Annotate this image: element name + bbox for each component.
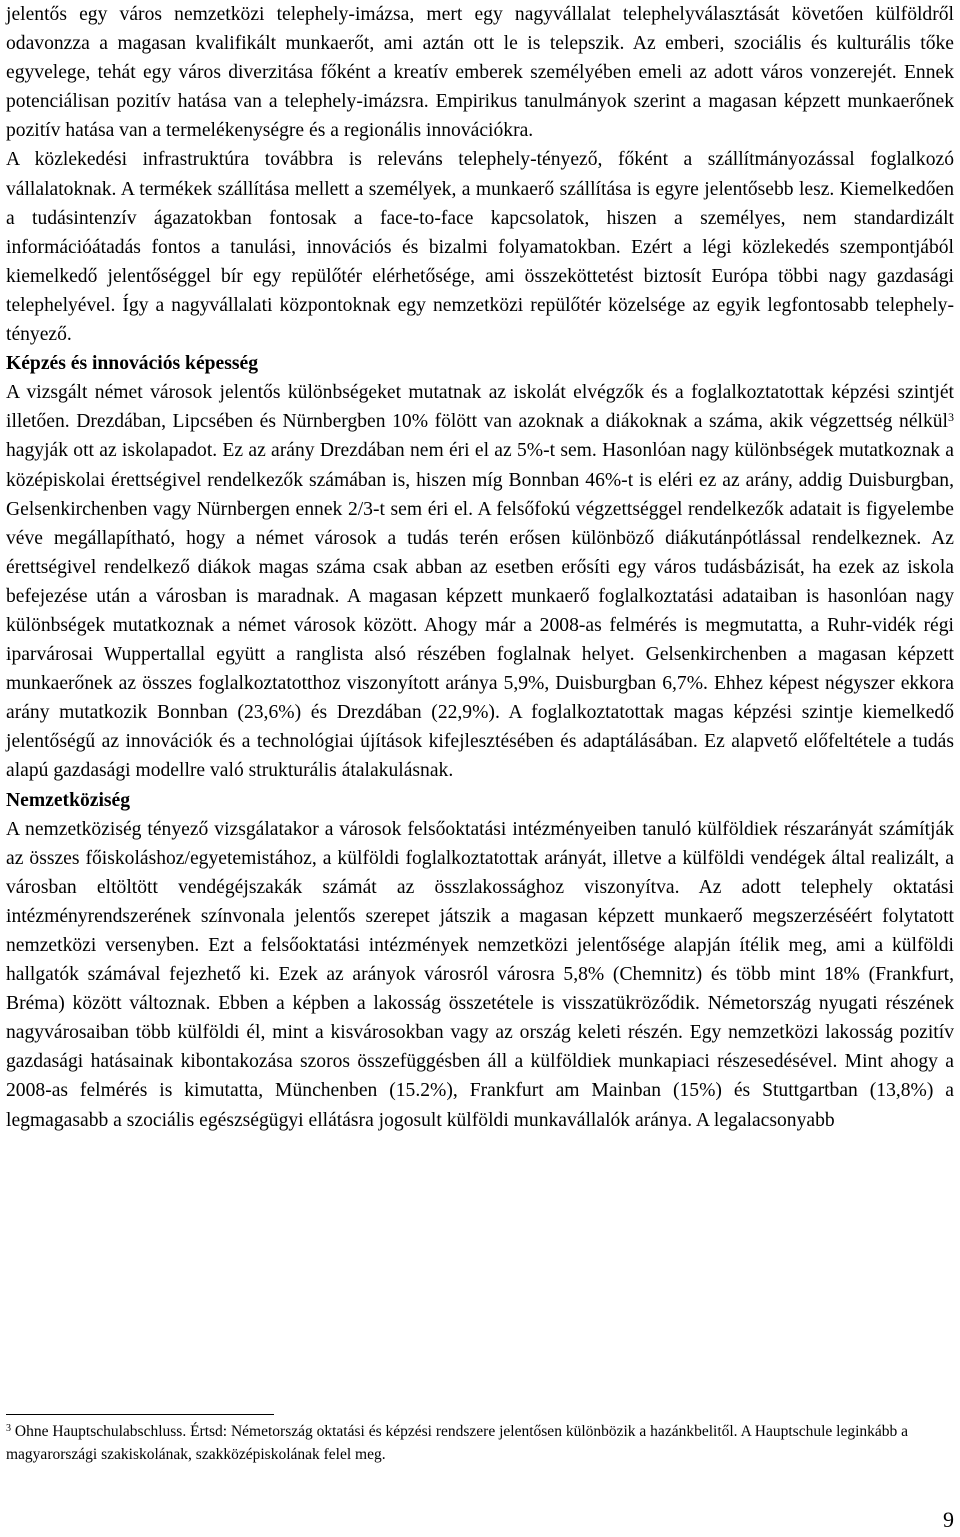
footnote-text: Ohne Hauptschulabschluss. Értsd: Németország oktatási és képzési rendszere jelentősen különbözik a hazánkbelitől. A Hauptschule leginkább a magyarországi szakiskolának, szakközépiskolának felel meg.: [6, 1423, 909, 1463]
footnote: [6, 1421, 954, 1466]
section-heading-education: Képzés és innovációs képesség: [6, 353, 258, 375]
paragraph-transport-infrastructure: A közlekedési infrastruktúra továbbra is releváns telephely-tényező, főként a szállítmányozással foglalkozó vállalatoknak. A termékek szállítása mellett a személyek, a munkaerő szállítása is egyre jelentősebb lesz. Kiemelkedően a tudásintenzív ágazatokban fontosak a face-to-face kapcsolatok, hiszen a személyes, nem standardizált információátadás fontos a tanulási, innovációs és bizalmi folyamatokban. Ezért a légi közlekedés szempontjából kiemelkedő jelentőséggel bír egy repülőtér elérhetősége, ami összeköttetést biztosít Európa többi nagy gazdasági telephelyével. Így a nagyvállalati központoknak egy nemzetközi repülőtér közelsége az egyik legfontosabb telephely-tényező.: [6, 149, 954, 346]
footnote-separator: [6, 1414, 274, 1415]
paragraph-internationality: A nemzetköziség tényező vizsgálatakor a városok felsőoktatási intézményeiben tanuló külföldiek részarányát számítják az összes főiskoláshoz/egyetemistához, a külföldi foglalkoztatottak arányát, illetve a külföldi vendégek által realizált, a városban eltöltött vendégéjszakák számát az összlakossághoz viszonyítva. Az adott telephely oktatási intézményrendszerének színvonala jelentős szerepet játszik a magasan képzett munkaerő megszerzéséért folytatott nemzetközi versenyben. Ezt a felsőoktatási intézmények nemzetközi jelentősége alapján ítélik meg, ami a külföldi hallgatók számával fejezhető ki. Ezek az arányok városról városra 5,8% (Chemnitz) és több mint 18% (Frankfurt, Bréma) között változnak. Ebben a képben a lakosság összetétele is visszatükröződik. Németország nyugati részének nagyvárosaiban több külföldi él, mint a kisvárosokban vagy az ország keleti részén. Egy nemzetközi lakosság pozitív gazdasági hatásainak kibontakozása szoros összefüggésben áll a külföldiek munkapiaci részesedésével. Mint ahogy a 2008-as felmérés is kimutatta, Münchenben (15.2%), Frankfurt am Mainban (15%) és Stuttgartban (13,8%) a legmagasabb a szociális egészségügyi ellátásra jogosult külföldi munkavállalók aránya. A legalacsonyabb: [6, 818, 954, 1131]
footnote-reference[interactable]: 3: [948, 410, 954, 425]
page-body: [6, 0, 954, 1135]
paragraph-location-image: jelentős egy város nemzetközi telephely-imázsa, mert egy nagyvállalat telephelyválasztását követően külföldről odavonzza a magasan kvalifikált munkaerőt, ami aztán ott le is telepszik. Az emberi, szociális és kulturális tőke egyvelege, tehát egy város diverzitása főként a kreatív emberek személyében emeli az adott város vonzerejét. Ennek potenciálisan pozitív hatása van a telephely-imázsra. Empirikus tanulmányok szerint a magasan képzett munkaerőnek pozitív hatása van a termelékenységre és a regionális innovációkra.: [6, 4, 954, 142]
paragraph-education: [6, 378, 954, 785]
paragraph-education-part-2: hagyják ott az iskolapadot. Ez az arány Drezdában nem éri el az 5%-t sem. Hasonlóan nagy különbségek mutatkoznak a középiskolai érettségivel rendelkezők számában is, hiszen míg Bonnban 46%-t is eléri ez az arány, addig Duisburgban, Gelsenkirchenben vagy Nürnbergen ennek 2/3-t sem éri el. A felsőfokú végzettséggel rendelkezők adatait is figyelembe véve megállapítható, hogy a német városok a tudás terén erősen különböző diákutánpótlással rendelkeznek. Az érettségivel rendelkező diákok magas száma csak abban az esetben erősíti egy város tudásbázisát, ha ezek az iskola befejezése után a városban is maradnak. A magasan képzett munkaerő foglalkoztatási adataiban is hasonlóan nagy különbségek mutatkoznak a német városok között. Ahogy már a 2008-as felmérés is megmutatta, a Ruhr-vidék régi iparvárosai Wuppertallal együtt a ranglista alsó részében foglalnak helyet. Gelsenkirchenben a magasan képzett munkaerőnek az összes foglalkoztatotthoz viszonyított aránya 5,9%, Duisburgban 6,7%. Ehhez képest négyszer ekkora arány mutatkozik Bonnban (23,6%) és Drezdában (22,9%). A foglalkoztatottak magas képzési szintje kiemelkedő jelentőségű az innovációk és a technológiai újítások kifejlesztésében és adaptálásában. Ez alapvető előfeltétele a tudás alapú gazdasági modellre való strukturális átalakulásnak.: [6, 440, 954, 782]
page-number: 9: [943, 1507, 954, 1532]
paragraph-education-part-1: A vizsgált német városok jelentős különbségeket mutatnak az iskolát elvégzők és a foglalkoztatottak képzési szintjét illetően. Drezdában, Lipcsében és Nürnbergben 10% fölött van azoknak a diákoknak a száma, akik végzettség nélkül: [6, 382, 954, 433]
section-heading-internationality: Nemzetköziség: [6, 789, 131, 811]
footnote-number: 3: [6, 1423, 11, 1434]
